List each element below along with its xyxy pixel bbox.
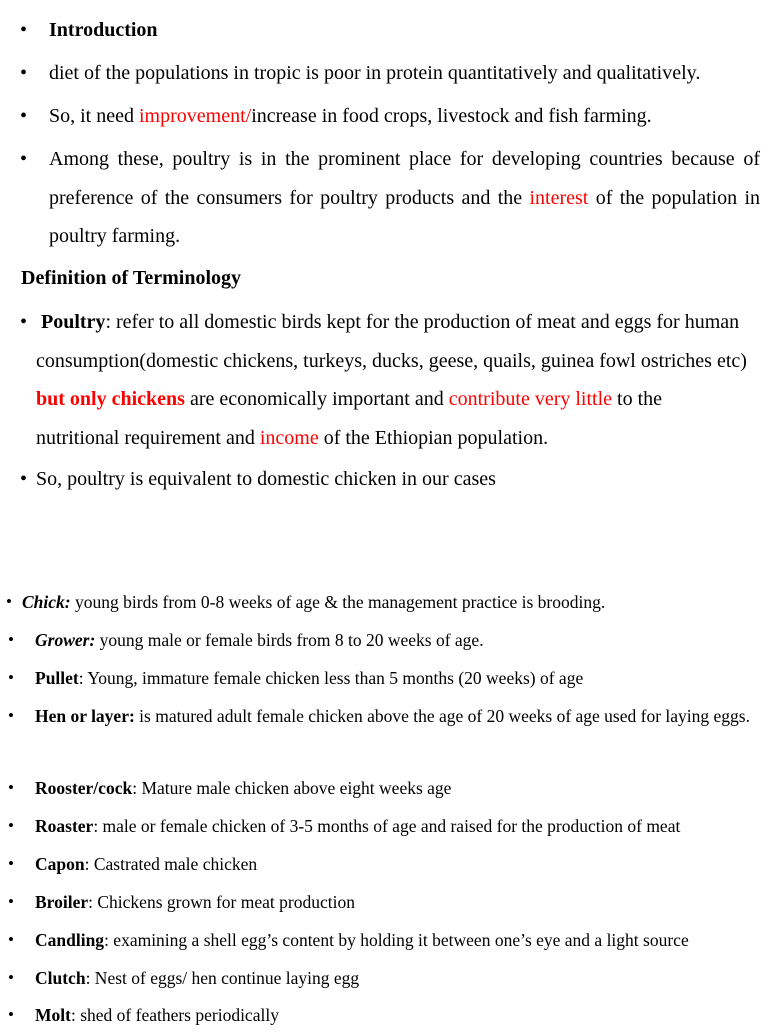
definition-poultry: Poultry: refer to all domestic birds kept for the production of meat and eggs for human consumption(domestic chickens, turkeys, ducks, geese, quails, guinea fowl ostriches etc) but only chickens are economically important and contribute very little to the nutritional requirement and income of the Ethiopian population. — [36, 311, 747, 449]
term-label: Hen or layer: — [35, 706, 135, 726]
bullet-icon: • — [6, 592, 12, 611]
bullet-icon: • — [8, 892, 14, 911]
term-poultry: Poultry — [41, 311, 106, 333]
term-label: Broiler — [35, 892, 89, 912]
term-item — [35, 998, 768, 1032]
term-definition: : Young, immature female chicken less than 5 months (20 weeks) of age — [78, 668, 584, 688]
highlight-interest: interest — [529, 186, 589, 209]
bullet-icon: • — [8, 1005, 14, 1024]
bullet-icon: • — [20, 105, 28, 127]
definition-heading: Definition of Terminology — [21, 267, 242, 289]
term-label: Rooster/cock — [35, 778, 133, 798]
term-label: Roaster — [35, 816, 94, 836]
intro-item-poultry: Among these, poultry is in the prominent place for developing countries because of preference of the consumers for poultry products and the interest of the population in poultry farming. — [49, 148, 761, 247]
bullet-icon: • — [20, 62, 28, 84]
term-item — [35, 771, 768, 805]
highlight-income: income — [259, 426, 319, 449]
term-item — [35, 661, 768, 695]
intro-item-diet: diet of the populations in tropic is poor in protein quantitatively and qualitatively. — [49, 62, 701, 84]
term-label: Capon — [35, 854, 85, 874]
term-item — [22, 585, 755, 619]
term-definition: is matured adult female chicken above the age of 20 weeks of age used for laying eggs. — [134, 706, 750, 726]
intro-heading: Introduction — [49, 19, 158, 41]
bullet-icon: • — [20, 148, 28, 170]
highlight-improvement: improvement/ — [139, 105, 252, 127]
term-definition: : Chickens grown for meat production — [88, 892, 355, 912]
bullet-icon: • — [20, 468, 28, 490]
bullet-icon: • — [8, 854, 14, 873]
term-definition: young male or female birds from 8 to 20 weeks of age. — [95, 630, 484, 650]
term-label: Chick: — [22, 592, 71, 612]
intro-item-need: So, it need improvement/increase in food crops, livestock and fish farming. — [49, 105, 652, 127]
bullet-icon: • — [8, 930, 14, 949]
bullet-icon: • — [8, 630, 14, 649]
term-item — [35, 699, 760, 733]
term-label: Molt — [35, 1005, 71, 1025]
term-label: Candling — [35, 930, 105, 950]
bullet-icon: • — [8, 778, 14, 797]
term-definition: : examining a shell egg’s content by holding it between one’s eye and a light source — [104, 930, 689, 950]
term-label: Pullet — [35, 668, 79, 688]
term-item — [35, 961, 768, 995]
term-definition: : shed of feathers periodically — [70, 1005, 279, 1025]
term-definition: : male or female chicken of 3-5 months of age and raised for the production of meat — [93, 816, 681, 836]
bullet-icon: • — [8, 706, 14, 725]
term-item — [35, 885, 768, 919]
term-definition: : Nest of eggs/ hen continue laying egg — [85, 968, 360, 988]
term-item — [35, 847, 768, 881]
bullet-icon: • — [20, 311, 28, 333]
term-definition: young birds from 0-8 weeks of age & the management practice is brooding. — [70, 592, 606, 612]
highlight-but-only-chickens: but only chickens — [36, 388, 185, 410]
highlight-contribute: contribute very little — [448, 388, 613, 410]
term-item — [35, 623, 768, 657]
term-item — [35, 809, 768, 843]
bullet-icon: • — [8, 968, 14, 987]
bullet-icon: • — [8, 816, 14, 835]
term-label: Grower: — [35, 630, 96, 650]
term-item — [35, 923, 768, 957]
term-definition: : Castrated male chicken — [84, 854, 258, 874]
bullet-icon: • — [8, 668, 14, 687]
bullet-icon: • — [20, 19, 28, 41]
term-label: Clutch — [35, 968, 86, 988]
definition-so: So, poultry is equivalent to domestic chicken in our cases — [36, 468, 496, 490]
term-definition: : Mature male chicken above eight weeks age — [132, 778, 452, 798]
